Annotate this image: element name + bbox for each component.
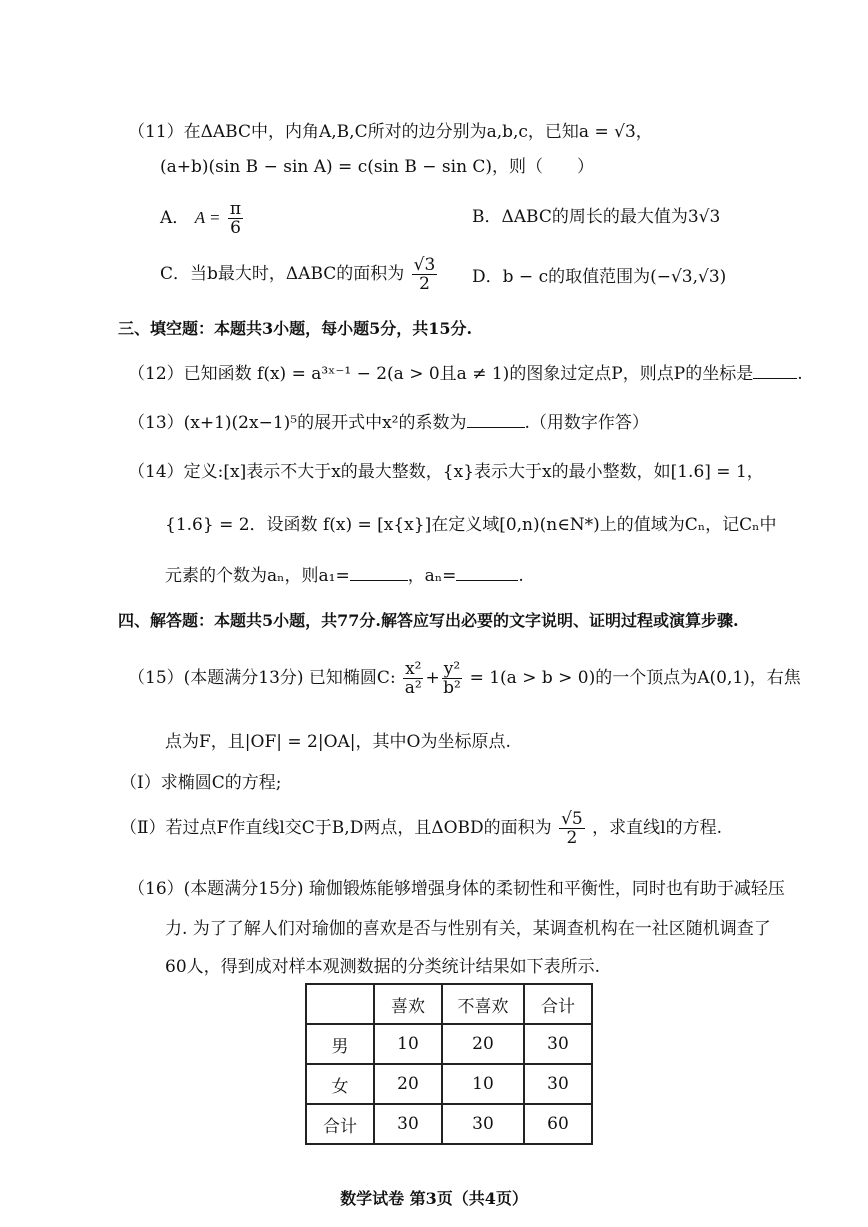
table-row: [306, 1064, 592, 1104]
q15-part2: [120, 806, 722, 850]
table-cell: 60: [524, 1104, 592, 1144]
table-cell: 男: [306, 1024, 374, 1064]
table-cell: 30: [442, 1104, 524, 1144]
q15-fraction-x-denominator: a²: [404, 678, 422, 698]
q11-option-c-text: C．当b最大时，ΔABC的面积为: [160, 264, 405, 284]
q15-plus: +: [425, 668, 440, 688]
q15-line1: [128, 656, 801, 700]
q15-fraction-y: [442, 660, 462, 697]
q15-area-fraction: [559, 810, 585, 847]
survey-table: [305, 983, 593, 1145]
q15-line1-b: = 1(a > b > 0)的一个顶点为A(0,1)，右焦: [469, 668, 801, 688]
table-cell: 合计: [524, 984, 592, 1024]
table-row: [306, 1024, 592, 1064]
q15-fraction-x-numerator: x²: [405, 659, 422, 679]
q11-option-b: B．ΔABC的周长的最大值为3√3: [472, 207, 721, 227]
q15-part1: （Ⅰ）求椭圆C的方程;: [120, 773, 282, 793]
table-cell: 合计: [306, 1104, 374, 1144]
q14-line1: （14）定义:[x]表示不大于x的最大整数，{x}表示大于x的最小整数，如[1.6] = 1，: [128, 462, 764, 482]
q11-option-c-fraction: [412, 256, 438, 293]
page-footer: 数学试卷 第3页（共4页）: [340, 1189, 528, 1208]
table-header-row: [306, 984, 592, 1024]
q12-end: .: [797, 364, 803, 384]
q13-end: .（用数字作答）: [524, 413, 649, 433]
q16-line3: 60人，得到成对样本观测数据的分类统计结果如下表所示.: [165, 957, 601, 977]
q11-option-c-denominator: 2: [419, 274, 430, 294]
q15-area-numerator: √5: [561, 809, 583, 829]
q11-line2: (a+b)(sin B − sin A) = c(sin B − sin C)，则（ ）: [160, 157, 595, 177]
q11-option-d: D．b − c的取值范围为(−√3,√3): [472, 267, 727, 287]
q15-part2-b: ，求直线l的方程.: [592, 818, 722, 838]
section4-heading: 四、解答题：本题共5小题，共77分.解答应写出必要的文字说明、证明过程或演算步骤.: [118, 611, 739, 630]
q13-text: （13）(x+1)(2x−1)⁵的展开式中x²的系数为: [128, 413, 467, 433]
table-cell: 女: [306, 1064, 374, 1104]
q11-option-a-numerator: π: [229, 199, 242, 219]
q16-line1: （16）(本题满分15分) 瑜伽锻炼能够增强身体的柔韧性和平衡性，同时也有助于减轻压: [128, 879, 785, 899]
table-cell: 20: [442, 1024, 524, 1064]
q14-line3-a: 元素的个数为aₙ，则a₁=: [165, 566, 350, 586]
q11-option-a-fraction: [228, 200, 243, 237]
q11-option-a-label: A．: [160, 208, 190, 228]
q11-option-c-numerator: √3: [413, 255, 436, 275]
section3-heading: 三、填空题：本题共3小题，每小题5分，共15分.: [118, 319, 473, 338]
q14-answer-blank-1[interactable]: [350, 566, 408, 581]
q13: [128, 412, 649, 434]
q15-line1-a: （15）(本题满分13分) 已知椭圆C:: [128, 668, 396, 688]
q12-answer-blank[interactable]: [753, 364, 797, 379]
q12-text: （12）已知函数 f(x) = a³ˣ⁻¹ − 2(a > 0且a ≠ 1)的图象过定点P，则点P的坐标是: [128, 364, 754, 384]
q16-line2: 力. 为了了解人们对瑜伽的喜欢是否与性别有关，某调查机构在一社区随机调查了: [165, 919, 771, 939]
table-row: [306, 1104, 592, 1144]
table-cell: 不喜欢: [442, 984, 524, 1024]
q14-line2: {1.6} = 2．设函数 f(x) = [x{x}]在定义域[0,n)(n∈N*)上的值域为Cₙ，记Cₙ中: [165, 515, 777, 535]
table-cell: 30: [524, 1064, 592, 1104]
table-cell: 10: [374, 1024, 442, 1064]
table-cell: 20: [374, 1064, 442, 1104]
q13-answer-blank[interactable]: [467, 413, 525, 428]
q14-line3-c: .: [518, 566, 524, 586]
q15-fraction-y-denominator: b²: [443, 678, 461, 698]
q14-answer-blank-2[interactable]: [456, 566, 518, 581]
table-cell: 喜欢: [374, 984, 442, 1024]
q15-part2-a: （Ⅱ）若过点F作直线l交C于B,D两点，且ΔOBD的面积为: [120, 818, 552, 838]
table-cell: 30: [374, 1104, 442, 1144]
q14-line3: [165, 565, 524, 587]
table-cell: [306, 984, 374, 1024]
q14-line3-b: ，aₙ=: [407, 566, 457, 586]
q15-area-denominator: 2: [566, 828, 578, 848]
q11-option-a-lhs: A =: [194, 208, 221, 227]
table-cell: 30: [524, 1024, 592, 1064]
q11-option-c: [160, 254, 439, 294]
q11-line1: （11）在ΔABC中，内角A,B,C所对的边分别为a,b,c，已知a = √3，: [128, 122, 653, 142]
q11-option-a-denominator: 6: [230, 218, 241, 238]
q15-line2: 点为F，且|OF| = 2|OA|，其中O为坐标原点.: [165, 732, 511, 752]
q15-fraction-x: [403, 660, 423, 697]
q12: [128, 363, 803, 385]
table-cell: 10: [442, 1064, 524, 1104]
q15-fraction-y-numerator: y²: [443, 659, 461, 679]
q11-option-a: [160, 198, 245, 238]
